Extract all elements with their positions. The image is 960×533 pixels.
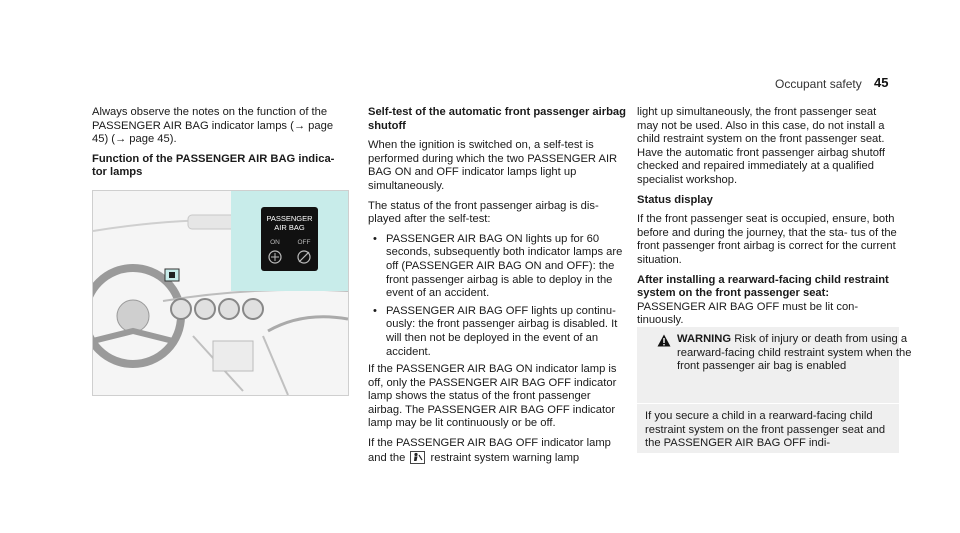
warning-text: Risk of injury or death from using a rearward-facing child restraint system when the front passenger air bag is enabled [677, 333, 912, 373]
dashboard-illustration [92, 190, 349, 396]
warning-label: WARNING [677, 333, 732, 345]
self-test-paragraph-3: If the PASSENGER AIR BAG ON indicator lamp is off, only the PASSENGER AIR BAG OFF indicator lamp shows the status of the front passenger airbag. The PASSENGER AIR BAG OFF indicator lamp may be lit continuously or be off. [368, 363, 617, 430]
warning-triangle-icon [657, 334, 671, 352]
column-2 [368, 106, 626, 471]
self-test-paragraph-4 [368, 437, 626, 465]
p4-start: If the PASSENGER AIR BAG OFF indicator lamp and the [368, 437, 611, 464]
bullet-mark: • [373, 304, 377, 317]
column-3 [637, 106, 899, 334]
restraint-system-icon [410, 451, 425, 464]
list-item [368, 305, 626, 359]
function-heading: Function of the PASSENGER AIR BAG indica- tor lamps [92, 152, 335, 179]
panel-label-passenger: PASSENGER [266, 214, 313, 223]
self-test-heading: Self-test of the automatic front passenger airbag shutoff [368, 106, 626, 132]
list-item [368, 233, 626, 301]
warning-box [637, 327, 912, 453]
warning-header [657, 333, 913, 374]
panel-label-airbag: AIR BAG [274, 223, 305, 232]
self-test-paragraph-1: When the ignition is switched on, a self-test is performed during which the two PASSENGER AIR BAG ON and OFF indicator lamps light up simultaneously. [368, 139, 618, 192]
dashboard-svg [93, 191, 348, 395]
status-display-heading: Status display [637, 193, 713, 206]
after-installing-paragraph [637, 274, 899, 328]
continuation-paragraph: light up simultaneously, the front passenger seat may not be used. Also in this case, do not install a child restraint system on the front passenger seat. Have the automatic front passenger airbag shutoff checked and repaired immediately at a qualified specialist workshop. [637, 106, 885, 186]
status-display-paragraph: If the front passenger seat is occupied, ensure, both before and during the journey, that the sta- tus of the front passenger front airbag is correct for the current situation. [637, 213, 897, 266]
bullet-text-off: PASSENGER AIR BAG OFF lights up continu- ously: the front passenger airbag is disabled. It will then not be deployed in the event of an accident. [386, 304, 618, 358]
after-installing-heading: After installing a rearward-facing child restraint system on the front passenger seat: [637, 273, 889, 300]
after-installing-text: PASSENGER AIR BAG OFF must be lit con- tinuously. [637, 300, 859, 327]
page-number: 45 [874, 75, 889, 90]
panel-label-off: OFF [297, 239, 311, 246]
warning-body: If you secure a child in a rearward-facing child restraint system on the front passenger seat and the PASSENGER AIR BAG OFF indi- [637, 403, 903, 457]
column-1 [92, 106, 347, 186]
bullet-mark: • [373, 232, 377, 245]
intro-paragraph: Always observe the notes on the function of the PASSENGER AIR BAG indicator lamps (→ page 45) (→ page 45). [92, 106, 334, 146]
p4-end: restraint system warning lamp [430, 451, 580, 464]
self-test-paragraph-2: The status of the front passenger airbag is dis- played after the self-test: [368, 199, 599, 226]
section-title: Occupant safety [775, 77, 862, 91]
bullet-text-on: PASSENGER AIR BAG ON lights up for 60 seconds, subsequently both indicator lamps are off (PASSENGER AIR BAG ON and OFF): the front passenger airbag is able to deploy in the event of an accident. [386, 232, 623, 300]
panel-label-on: ON [270, 239, 280, 246]
